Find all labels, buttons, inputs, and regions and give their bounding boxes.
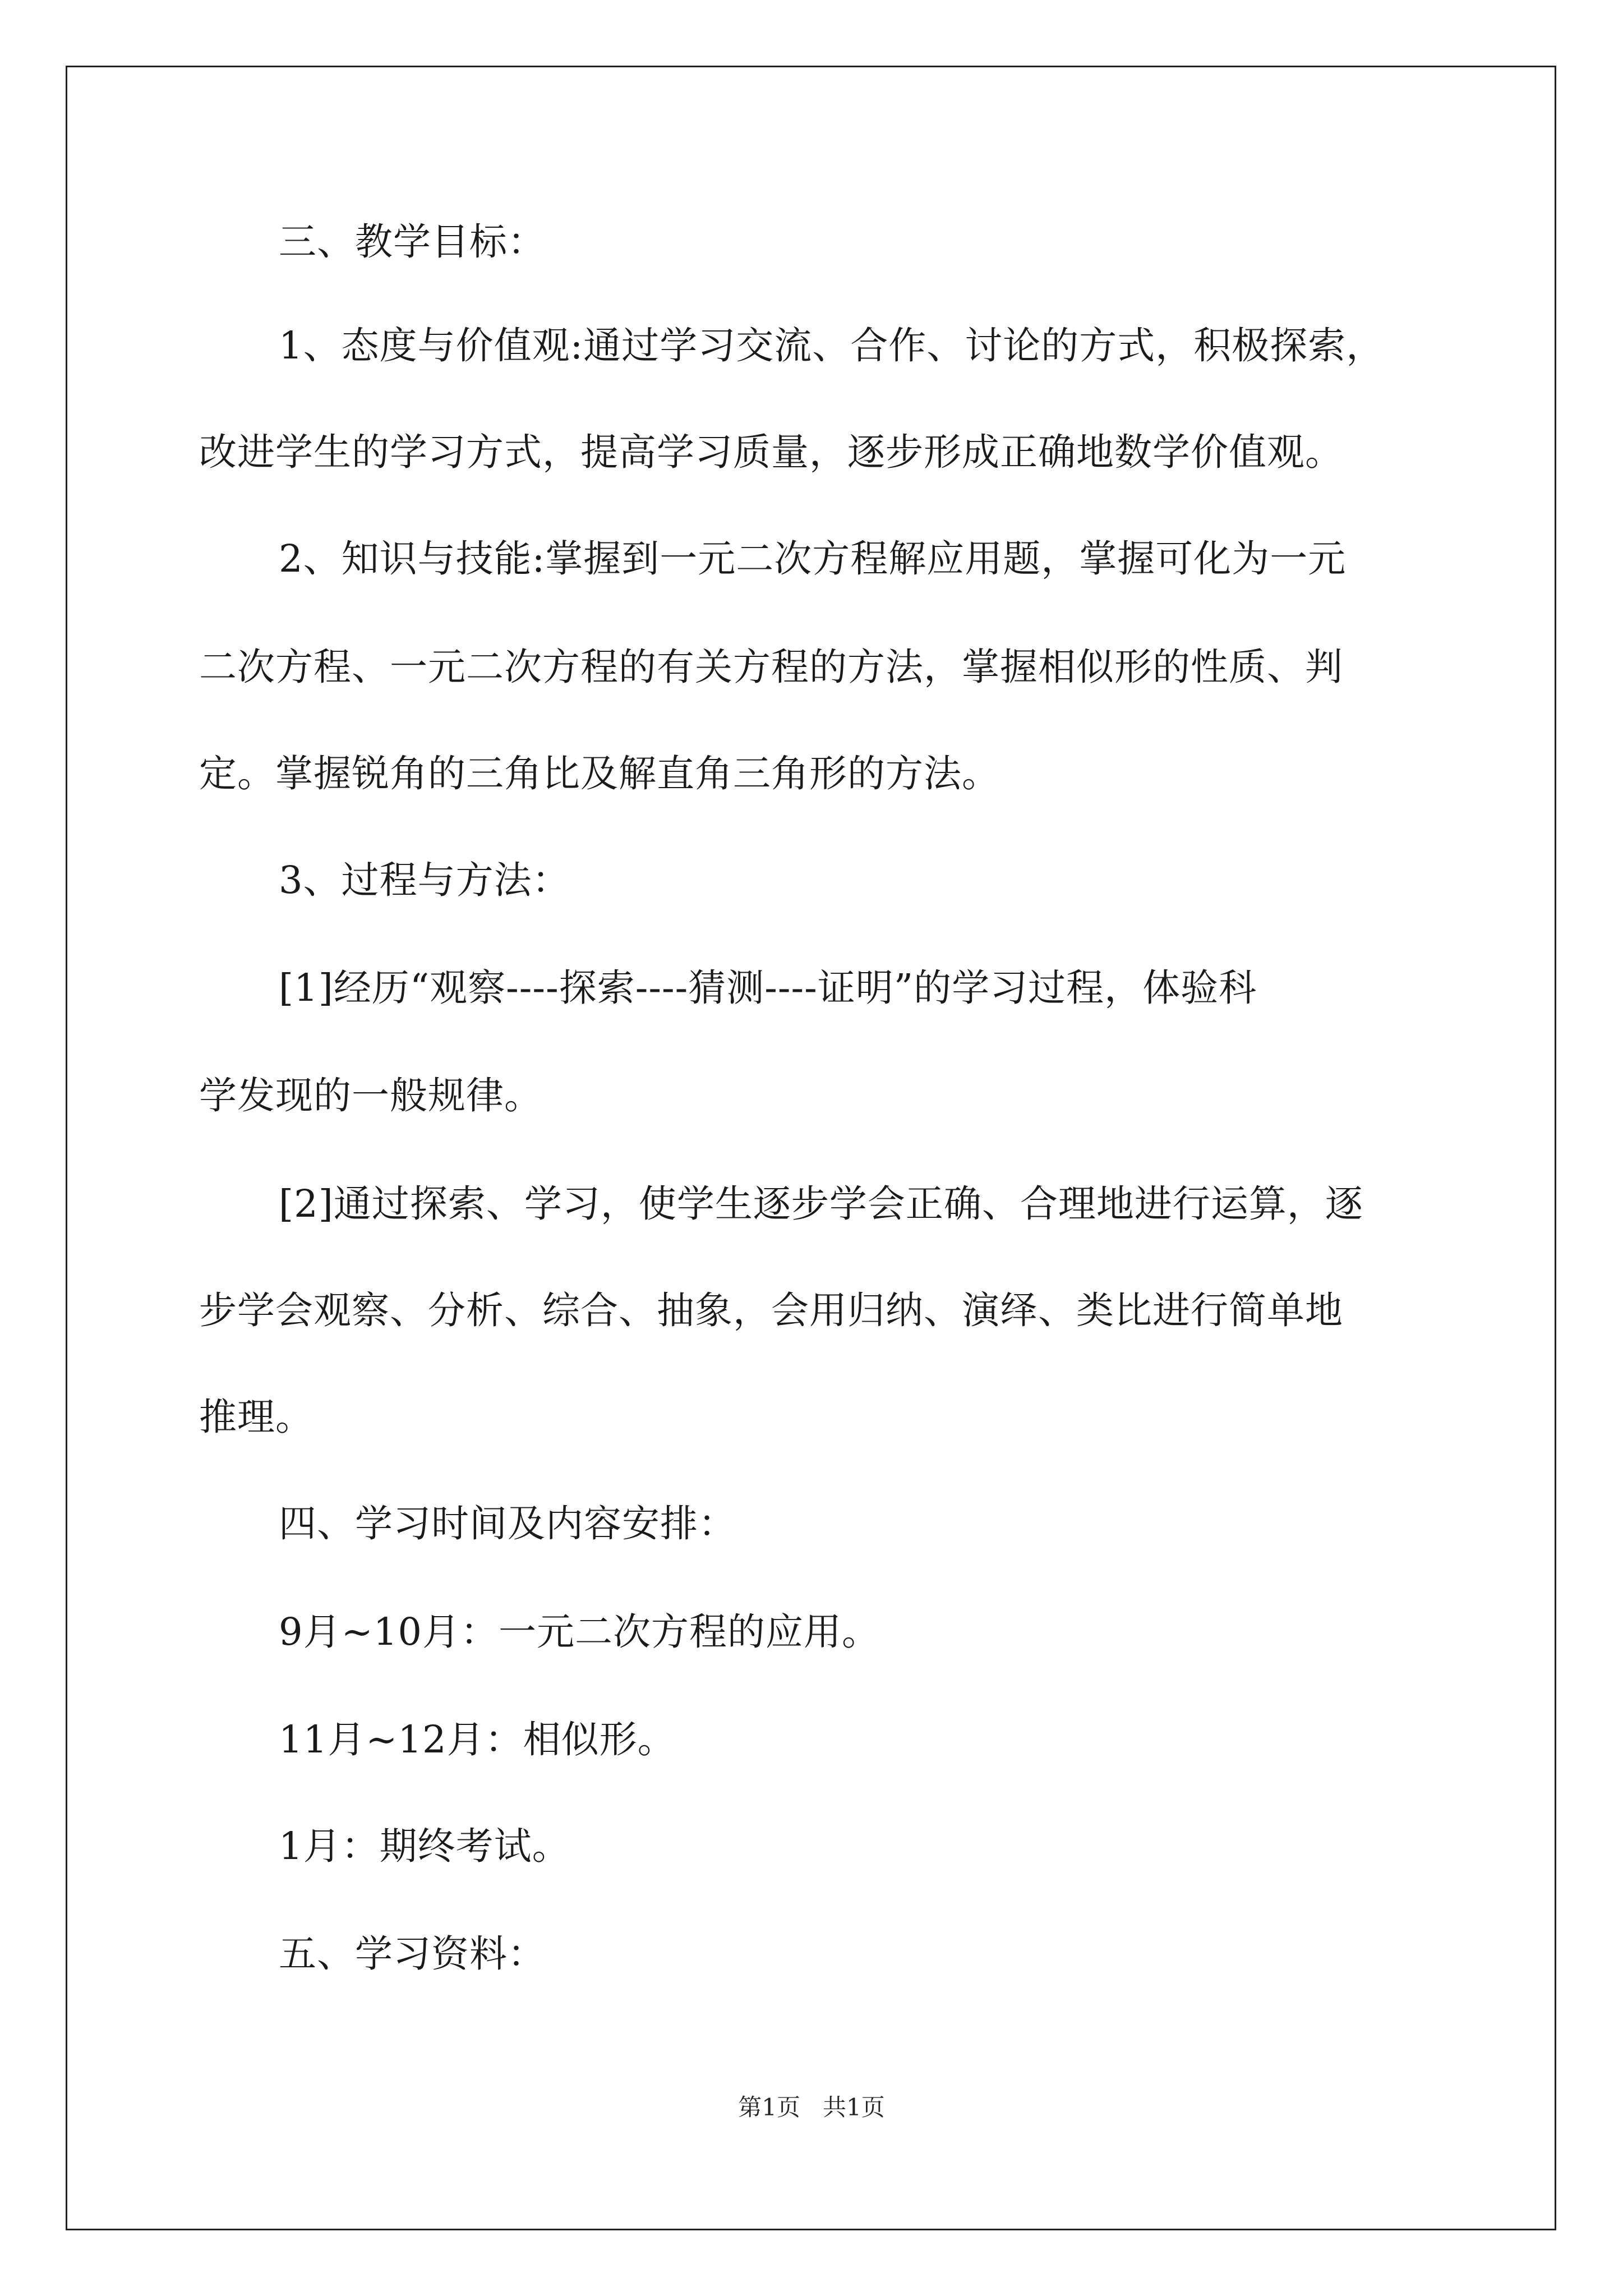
- schedule-item: 11月~12月：相似形。: [279, 1718, 676, 1761]
- page-border: [66, 66, 1556, 2230]
- paragraph-line: 定。掌握锐角的三角比及解直角三角形的方法。: [199, 752, 1000, 795]
- page-footer: [0, 2093, 1623, 2122]
- section-heading-objectives: 三、教学目标：: [279, 220, 546, 264]
- paragraph-line: 学发现的一般规律。: [199, 1074, 542, 1117]
- paragraph-line: 步学会观察、分析、综合、抽象，会用归纳、演绎、类比进行简单地: [199, 1289, 1343, 1332]
- paragraph-line: 2、知识与技能:掌握到一元二次方程解应用题，掌握可化为一元: [279, 537, 1347, 581]
- page-number-current: 第1页: [738, 2093, 800, 2121]
- paragraph-line: 推理。: [199, 1395, 313, 1439]
- page-number-total: 共1页: [823, 2093, 885, 2121]
- paragraph-line: 改进学生的学习方式，提高学习质量，逐步形成正确地数学价值观。: [199, 430, 1343, 474]
- schedule-item: 9月~10月：一元二次方程的应用。: [279, 1610, 880, 1654]
- schedule-item: 1月：期终考试。: [279, 1824, 570, 1868]
- paragraph-line: 二次方程、一元二次方程的有关方程的方法，掌握相似形的性质、判: [199, 645, 1343, 689]
- paragraph-line: 1、态度与价值观:通过学习交流、合作、讨论的方式，积极探索，: [279, 324, 1385, 367]
- paragraph-line: [2]通过探索、学习，使学生逐步学会正确、合理地进行运算，逐: [279, 1182, 1363, 1226]
- section-heading-materials: 五、学习资料：: [279, 1932, 546, 1976]
- section-heading-schedule: 四、学习时间及内容安排：: [279, 1502, 736, 1545]
- paragraph-line: 3、过程与方法：: [279, 858, 570, 902]
- paragraph-line: [1]经历“观察----探索----猜测----证明”的学习过程，体验科: [279, 966, 1257, 1010]
